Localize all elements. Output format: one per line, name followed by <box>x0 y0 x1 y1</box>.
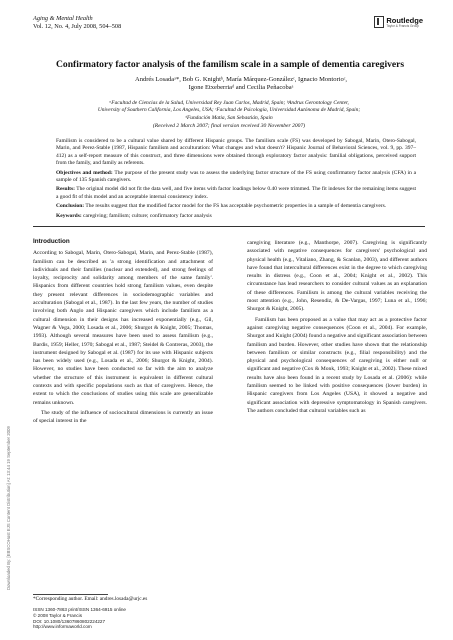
objectives-heading: Objectives and method: <box>56 169 113 176</box>
journal-name: Aging & Mental Health <box>33 15 93 22</box>
abstract-intro: Familism is considered to be a cultural value shared by different Hispanic groups. The familism scale (FS) was developed by Sabogal, Marin, Otero-Sabogal, Marin, and Perez-Stable (1987, Hispanic familism and acculturation: What changes and what doesn't? Hispanic Journal of Behavioral Sciences, vol. 9, pp. 397–412) as a self-report measure of this construct, and three dimensions were obtained through exploratory factor analysis: familial obligations, perceived support from the family, and family as referents. <box>56 138 416 167</box>
right-paragraph-1: caregiving literature (e.g., Manthorpe, 2007). Caregiving is significantly associated with negative consequences for caregivers' psychological and physical health (e.g., Vitaliano, Zhang, & Scanlan, 2003), and different authors have found that intercultural differences exist in the degree to which caregiving results in distress (e.g., Coon et al., 2004; Knight et al., 2002). This circumstance has lead researchers to consider cultural values as an explanation of these differences. Familism is among the cultural variables receiving the most attention (e.g., John, Resendiz, & De-Vargas, 1997; Luna et al., 1996; Shurgot & Knight, 2005). <box>247 240 427 313</box>
intro-paragraph-1: According to Sabogal, Marin, Otero-Sabogal, Marin, and Perez-Stable (1987), familism can be described as 'a strong identification and attachment of individuals and their families (nuclear and extended), and strong feelings of loyalty, reciprocity and solidarity among members of the same family'. Hispanics from different countries hold strong familism values, even despite they present relevant differences in sociodemographic variables and acculturation (Sabogal et al., 1987). In the last few years, the number of studies involving both Anglo and Hispanic caregivers which include familism as a cultural dimension in their designs has increased exponentially (e.g., Gil, Wagner & Vega, 2000; Losada et al., 2006; Shurgot & Knight, 2005; Thomas, 1993). Although several measures have been used to assess familism (e.g., Bardis, 1959; Heller, 1970; Sabogal et al., 1987; Steidel & Contreras, 2003), the instrument designed by Sabogal et al. (1987) for its use with Hispanic subjects has been widely used (e.g., Losada et al., 2006; Shurgot & Knight, 2004). However, no studies have been conducted so far with the aim to analyze whether the structure of this instrument is equivalent in different cultural contexts and with specific populations such as that of caregivers. Hence, the extent to which the conclusions of studies using this scale are generalizable remains unknown. <box>33 250 213 406</box>
copyright-line: © 2008 Taylor & Francis <box>33 612 83 618</box>
footnote-divider <box>33 594 108 595</box>
affiliations-line-1: ᵃFacultad de Ciencias de la Salud, Universidad Rey Juan Carlos, Madrid, Spain; ᵇAndrus Gerontology Center, <box>109 100 349 106</box>
keywords-text: caregiving; familism; culture; confirmatory factor analysis <box>83 212 212 219</box>
keywords <box>56 213 416 220</box>
publisher-name: Routledge <box>386 15 423 25</box>
publisher-url[interactable]: http://www.informaworld.com <box>33 624 92 630</box>
abstract <box>56 138 416 222</box>
received-dates: (Received 2 March 2007; final version received 30 November 2007) <box>152 123 306 129</box>
results-text: The original model did not fit the data well, and five items with factor loadings below 0.40 were trimmed. The fit indexes for the remaining items suggest a good fit of this model and an acceptable internal consistency index. <box>56 186 417 200</box>
conclusion-text: The results suggest that the modified factor model for the FS has acceptable psychometric properties in a sample of dementia caregivers. <box>85 203 387 210</box>
authors <box>56 76 426 92</box>
routledge-logo-icon <box>374 16 384 28</box>
authors-line-1: Andrés Losadaᵃ*, Bob G. Knightᵇ, María Márquez-Gonzálezᶜ, Ignacio Montorioᶜ, <box>135 76 347 83</box>
publisher-sub: Taylor & Francis Group <box>386 23 419 28</box>
objectives-text: The purpose of the present study was to assess the underlying factor structure of the FS using confirmatory factor analysis (CFA) in a sample of 135 Spanish caregivers. <box>56 169 417 184</box>
section-divider <box>33 226 425 227</box>
issn-line: ISSN 1360-7863 print/ISSN 1364-6915 online <box>33 607 126 612</box>
issn-block <box>33 607 126 630</box>
right-column <box>247 239 427 417</box>
conclusion-heading: Conclusion: <box>56 203 85 210</box>
left-column <box>33 238 213 428</box>
results-heading: Results: <box>56 186 75 193</box>
abstract-objectives <box>56 170 416 185</box>
affiliations-line-2: University of Southern California, Los Angeles, USA; ᶜFacultad de Psicología, Universidad Autónoma de Madrid, Spain; <box>97 107 361 114</box>
introduction-heading: Introduction <box>33 238 70 245</box>
corresponding-author-footnote: *Corresponding author. Email: andres.losada@urjc.es <box>33 596 148 602</box>
affiliations <box>33 100 425 122</box>
article-title: Confirmatory factor analysis of the familism scale in a sample of dementia caregivers <box>56 59 405 70</box>
journal-header <box>33 15 121 31</box>
doi-line: DOI: 10.1080/13607860802224227 <box>33 618 106 624</box>
abstract-results <box>56 186 416 201</box>
authors-line-2: Igone Etxeberriaᵈ and Cecilia Peñacobaᵃ <box>188 84 294 92</box>
abstract-conclusion <box>56 203 416 210</box>
publisher-logo <box>374 16 423 28</box>
journal-volume: Vol. 12, No. 4, July 2008, 504–508 <box>33 23 122 30</box>
intro-paragraph-2: The study of the influence of sociocultural dimensions is currently an issue of special interest in the <box>33 409 213 425</box>
keywords-heading: Keywords: <box>56 212 82 219</box>
download-watermark: Downloaded By: [EBSCOHost EJS Content Distribution] At: 13:44 19 September 2009 <box>6 426 11 590</box>
right-paragraph-2: Familism has been proposed as a value that may act as a protective factor against caregiving negative consequences (Coon et al., 2004). For example, Shurgot and Knight (2004) found a negative and significant association between familism and burden. However, other studies have shown that the relationship between familism or similar constructs (e.g., filial responsibility) and the physical and psychological consequences of caregiving is either null or significant and negative (Cox & Monk, 1993; Knight et al., 2002). These mixed results have also been found in a recent study by Losada et al. (2006): while familism seemed to be linked with positive consequences (lower burden) in Hispanic caregivers from Los Angeles (USA), it showed a negative and significant association with depressive symptomatology in Spanish caregivers. The authors concluded that cultural variables such as <box>247 316 427 414</box>
affiliations-line-3: ᵈFundación Matia, San Sebastián, Spain <box>185 114 273 121</box>
